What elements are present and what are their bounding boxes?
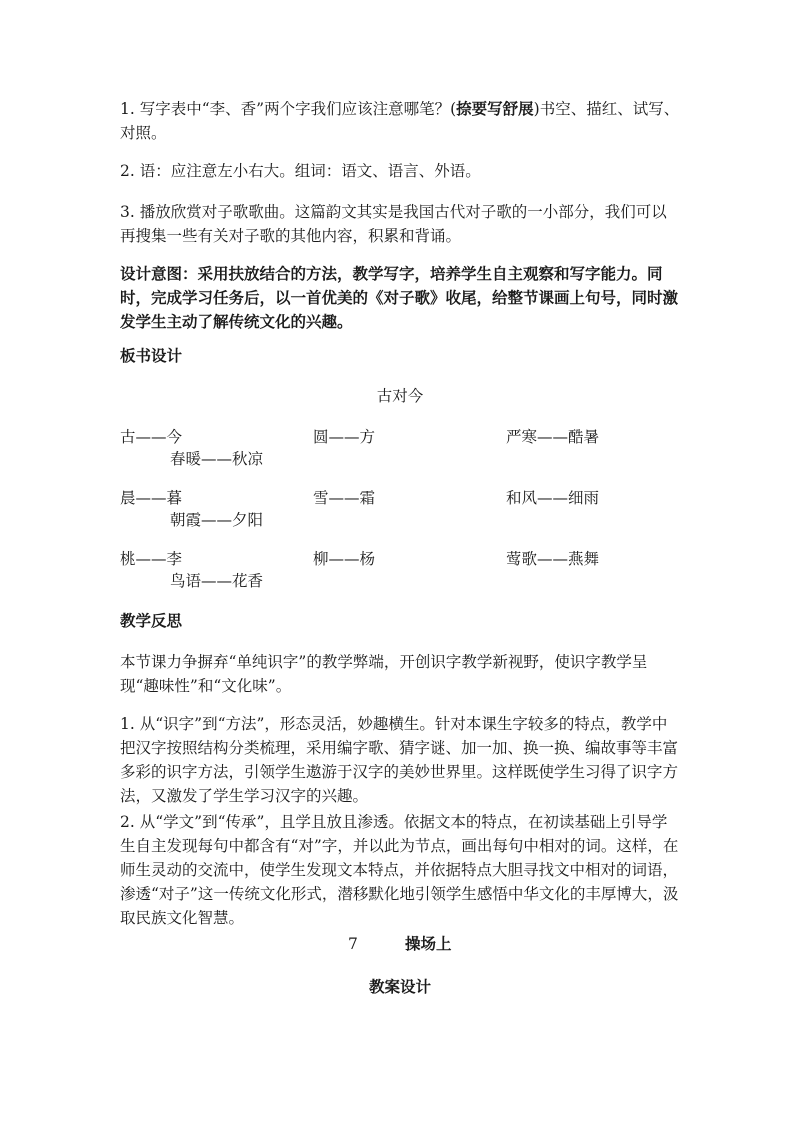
board-design-heading: 板书设计	[120, 347, 183, 365]
reflection-intro: 本节课力争摒弃“单纯识字”的教学弊端，开创识字教学新视野，使识字教学呈现“趣味性”和“文化味”。	[120, 653, 648, 695]
board-row-1-col-3: 严寒——酷暑	[506, 428, 600, 446]
reflection-heading: 教学反思	[120, 612, 183, 630]
paragraph-writing-practice	[120, 97, 680, 145]
board-row-3-col-2: 柳——杨	[313, 550, 376, 568]
board-row-2-col-2: 雪——霜	[313, 489, 376, 507]
lesson-number: 7	[348, 935, 358, 953]
board-row-3-col-1: 桃——李	[120, 550, 183, 568]
paragraph-word-building: 2. 语：应注意左小右大。组词：语文、语言、外语。	[120, 162, 481, 180]
paragraph-1-emphasis: 捺要写舒展	[456, 100, 534, 118]
board-title: 古对今	[376, 387, 424, 405]
board-row-3-sub: 鸟语——花香	[170, 572, 264, 590]
paragraph-1-prefix: 1. 写字表中“李、香”两个字我们应该注意哪笔？(	[120, 100, 457, 118]
paragraph-song-appreciation: 3. 播放欣赏对子歌歌曲。这篇韵文其实是我国古代对子歌的一小部分，我们可以再搜集一些有关对子歌的其他内容，积累和背诵。	[120, 203, 667, 245]
lesson-plan-subtitle: 教案设计	[368, 978, 431, 996]
reflection-point-2: 2. 从“学文”到“传承”，且学且放且渗透。依据文本的特点，在初读基础上引导学生自主发现每句中都含有“对”字，并以此为节点，画出每句中相对的词。这样，在师生灵动的交流中，使学生发现文本特点，并依据特点大胆寻找文中相对的词语，渗透“对子”这一传统文化形式，潜移默化地引领学生感悟中华文化的丰厚博大，汲取民族文化智慧。	[120, 813, 679, 927]
paragraph-design-intent: 设计意图：采用扶放结合的方法，教学写字，培养学生自主观察和写字能力。同时，完成学习任务后，以一首优美的《对子歌》收尾，给整节课画上句号，同时激发学生主动了解传统文化的兴趣。	[120, 265, 679, 331]
paragraph-1-suffix: )书空、描红、试写、对照。	[120, 100, 680, 142]
board-row-1-col-2: 圆——方	[313, 428, 376, 446]
board-row-1-col-1: 古——今	[120, 428, 183, 446]
board-row-3-col-3: 莺歌——燕舞	[506, 550, 600, 568]
lesson-title: 操场上	[405, 935, 452, 953]
board-row-2-col-1: 晨——暮	[120, 489, 183, 507]
reflection-point-1: 1. 从“识字”到“方法”，形态灵活，妙趣横生。针对本课生字较多的特点，教学中把汉字按照结构分类梳理，采用编字歌、猜字谜、加一加、换一换、编故事等丰富多彩的识字方法，引领学生遨游于汉字的美妙世界里。这样既使学生习得了识字方法，又激发了学生学习汉字的兴趣。	[120, 715, 679, 805]
board-row-1-sub: 春暖——秋凉	[170, 450, 264, 468]
board-row-2-col-3: 和风——细雨	[506, 489, 600, 507]
board-row-2-sub: 朝霞——夕阳	[170, 511, 264, 529]
